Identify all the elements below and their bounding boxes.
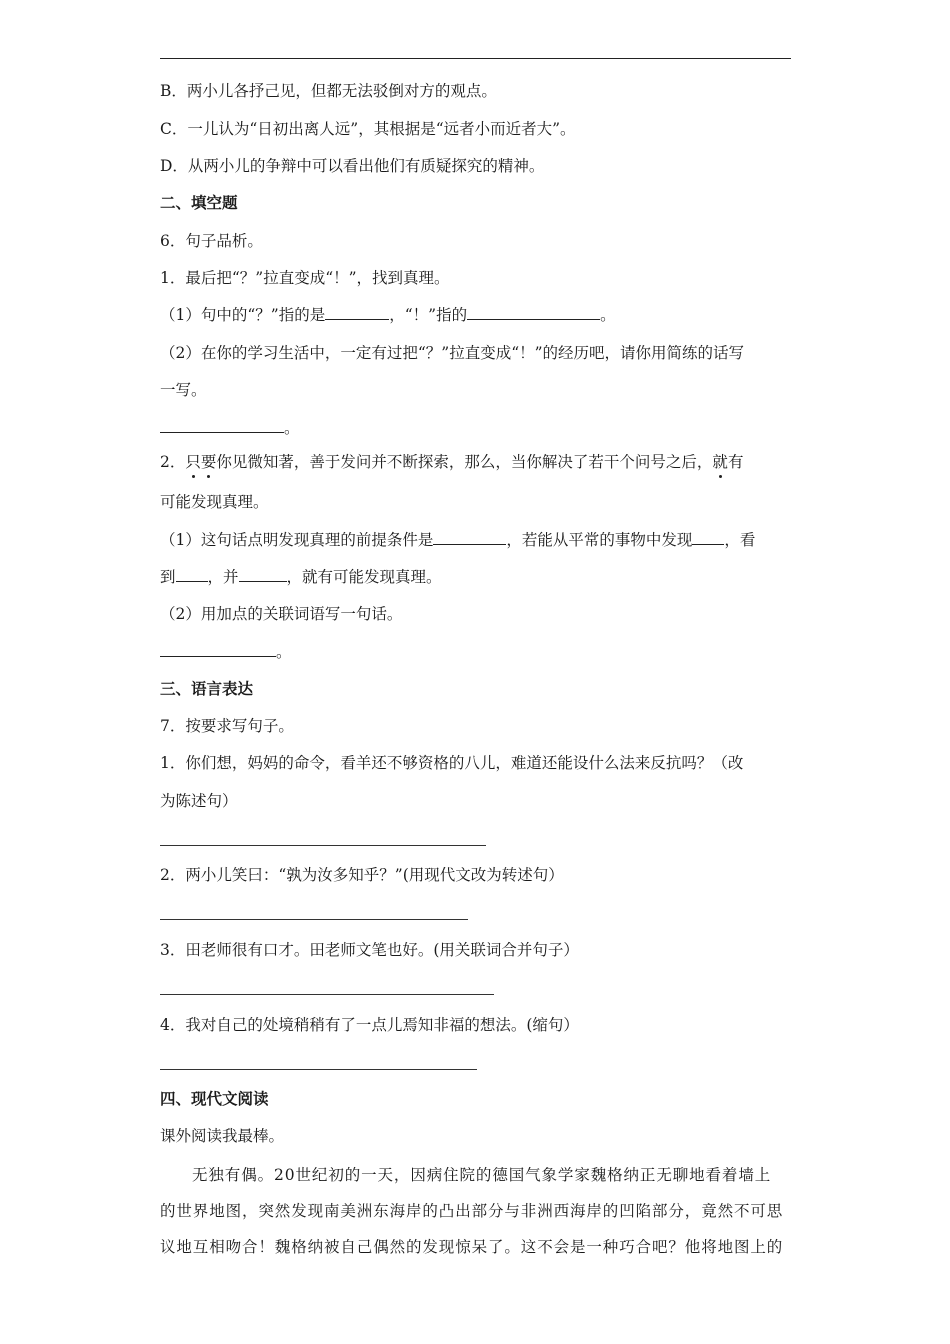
dotted-char-zhi: 只: [185, 453, 201, 471]
q7-item4: 4．我对自己的处境稍稍有了一点儿焉知非福的想法。(缩句）: [160, 1016, 579, 1034]
period: 。: [276, 643, 292, 661]
s1-q1-text-c: 。: [600, 306, 616, 324]
passage-line-3: 议地互相吻合！魏格纳被自己偶然的发现惊呆了。这不会是一种巧合吧？他将地图上的: [160, 1238, 784, 1256]
answer-line-4[interactable]: [160, 1069, 477, 1070]
question-7: 7．按要求写句子。: [160, 717, 294, 735]
blank-and[interactable]: [239, 567, 287, 582]
s1-q1-text-b: ，“！”指的: [389, 306, 468, 324]
q7-item2: 2．两小儿笑曰：“孰为汝多知乎？”(用现代文改为转述句）: [160, 866, 564, 884]
s2-end-char: 有: [727, 453, 744, 471]
header-rule: [160, 58, 791, 59]
blank-premise[interactable]: [433, 530, 506, 545]
s2-q1-text-c: ，看: [724, 531, 756, 549]
blank-sentence[interactable]: [160, 642, 276, 657]
answer-line-1[interactable]: [160, 845, 486, 846]
sentence-1-q2-answer: [160, 418, 792, 438]
sentence-2-q2: （2）用加点的关联词语写一句话。: [160, 605, 403, 623]
section-4-heading: 四、现代文阅读: [160, 1089, 269, 1108]
q7-item1-line1: 1．你们想，妈妈的命令，看羊还不够资格的八儿，难道还能设什么法来反抗吗？（改: [160, 754, 744, 772]
sentence-2-q2-answer: [160, 642, 792, 662]
option-d: D．从两小儿的争辩中可以看出他们有质疑探究的精神。: [160, 157, 545, 175]
sentence-2-line1: [160, 452, 792, 472]
s1-q1-text-a: （1）句中的“？”指的是: [160, 306, 326, 324]
q7-item3: 3．田老师很有口才。田老师文笔也好。(用关联词合并句子）: [160, 941, 579, 959]
sentence-1-q1: [160, 305, 792, 325]
period: 。: [284, 419, 300, 437]
reading-intro: 课外阅读我最棒。: [160, 1127, 285, 1145]
blank-discover[interactable]: [692, 530, 724, 545]
passage-line-2: 的世界地图，突然发现南美洲东海岸的凸出部分与非洲西海岸的凹陷部分，竟然不可思: [160, 1202, 784, 1220]
blank-experience[interactable]: [160, 418, 284, 433]
s2-q1-text-f: ，就有可能发现真理。: [286, 568, 442, 586]
s2-q1-text-e: ，并: [207, 568, 239, 586]
passage-line-1: 无独有偶。20世纪初的一天，因病住院的德国气象学家魏格纳正无聊地看着墙上: [192, 1166, 772, 1184]
answer-line-2[interactable]: [160, 919, 468, 920]
section-2-heading: 二、填空题: [160, 193, 238, 212]
q7-item1-line2: 为陈述句）: [160, 792, 238, 810]
s2-middle-text: 你见微知著，善于发问并不断探索，那么，当你解决了若干个问号之后，: [216, 453, 713, 471]
option-b: B．两小儿各抒己见，但都无法驳倒对方的观点。: [160, 82, 497, 100]
dotted-char-jiu: 就: [712, 453, 728, 471]
sentence-2-q1-line2: [160, 567, 792, 587]
s2-number: 2．: [160, 453, 186, 471]
sentence-1-q2-line1: （2）在你的学习生活中，一定有过把“？”拉直变成“！”的经历吧，请你用简练的话写: [160, 344, 745, 362]
sentence-1: 1．最后把“？”拉直变成“！”，找到真理。: [160, 269, 450, 287]
section-3-heading: 三、语言表达: [160, 679, 254, 698]
option-c: C．一儿认为“日初出离人远”，其根据是“远者小而近者大”。: [160, 120, 576, 138]
s2-q1-text-b: ，若能从平常的事物中发现: [506, 531, 693, 549]
s2-q1-text-d: 到: [160, 568, 176, 586]
question-6: 6．句子品析。: [160, 232, 263, 250]
sentence-2-line2: 可能发现真理。: [160, 493, 269, 511]
answer-line-3[interactable]: [160, 994, 494, 995]
s2-q1-text-a: （1）这句话点明发现真理的前提条件是: [160, 531, 434, 549]
dotted-char-yao: 要: [200, 453, 217, 471]
blank-question-mark[interactable]: [325, 305, 389, 320]
sentence-1-q2-line2: 一写。: [160, 381, 207, 399]
blank-exclamation-mark[interactable]: [467, 305, 600, 320]
sentence-2-q1-line1: [160, 530, 792, 550]
blank-see[interactable]: [176, 567, 208, 582]
